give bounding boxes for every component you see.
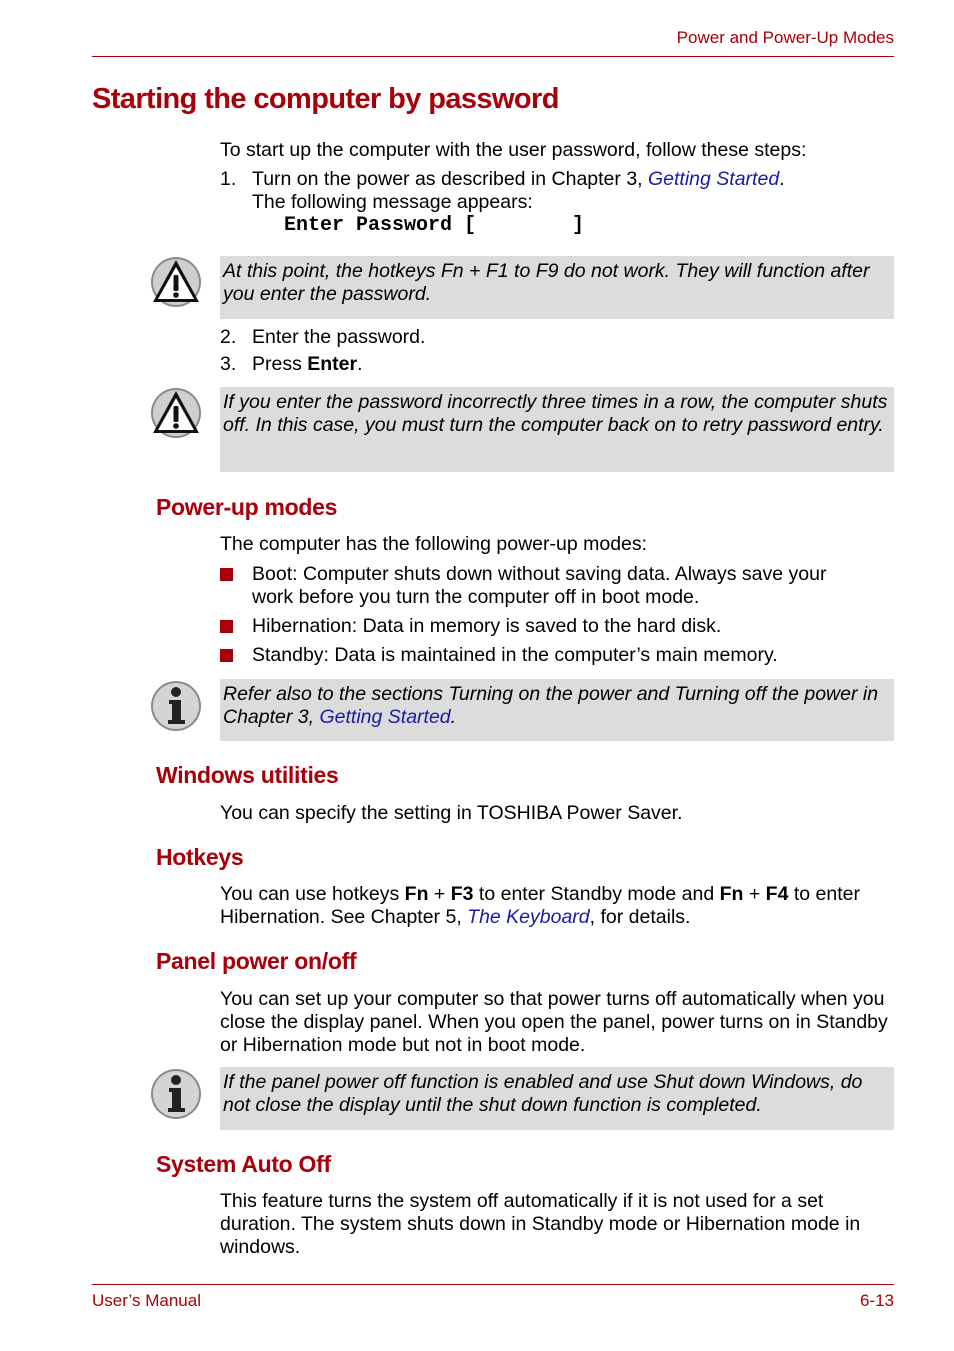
- panel-power-heading: Panel power on/off: [156, 948, 357, 974]
- text: +: [428, 883, 451, 905]
- step-2: [220, 326, 425, 349]
- hotkeys-heading: Hotkeys: [156, 844, 244, 870]
- info-icon: [150, 1068, 202, 1120]
- step-number: 3.: [220, 353, 237, 375]
- footer-rule: [92, 1284, 894, 1285]
- step-number: 2.: [220, 326, 237, 348]
- step-1: [220, 168, 894, 191]
- enter-key: Enter: [307, 353, 358, 375]
- windows-utilities-heading: Windows utilities: [156, 762, 339, 788]
- hotkeys-text: [220, 883, 894, 929]
- text: +: [743, 883, 766, 905]
- info-icon: [150, 680, 202, 732]
- getting-started-link[interactable]: Getting Started: [319, 706, 451, 728]
- step-3: [220, 353, 363, 376]
- step-1-line2: The following message appears:: [252, 191, 533, 213]
- note-text-end: .: [450, 706, 457, 728]
- system-auto-off-heading: System Auto Off: [156, 1151, 331, 1177]
- panel-power-text: You can set up your computer so that power turns off automatically when you close the display panel. When you open the panel, power turns on in Standby or Hibernation mode but not in boot mode.: [220, 988, 888, 1056]
- password-message: Enter Password [ ]: [284, 214, 585, 237]
- page-title: Starting the computer by password: [92, 83, 559, 115]
- footer-title: User’s Manual: [92, 1291, 201, 1310]
- power-up-intro: The computer has the following power-up modes:: [220, 533, 648, 555]
- note-text: Refer also to the sections Turning on the power and Turning off the power in Chapter 3,: [223, 683, 879, 728]
- getting-started-link[interactable]: Getting Started: [648, 168, 780, 190]
- text: , for details.: [589, 906, 691, 928]
- keyboard-link[interactable]: The Keyboard: [467, 906, 590, 928]
- windows-utilities-text: You can specify the setting in TOSHIBA Power Saver.: [220, 802, 683, 824]
- page-number: 6-13: [859, 1291, 894, 1310]
- fn-key: Fn: [719, 883, 744, 905]
- list-item: Boot: Computer shuts down without saving data. Always save your work before you turn the computer off in boot mode.: [252, 563, 827, 608]
- bullet-icon: [220, 649, 233, 662]
- info-note-1: [220, 679, 894, 741]
- list-item: Standby: Data is maintained in the computer’s main memory.: [252, 644, 778, 666]
- text: to enter Hibernation. See Chapter 5,: [220, 883, 860, 928]
- bullet-icon: [220, 568, 233, 581]
- f3-key: F3: [450, 883, 474, 905]
- power-up-heading: Power-up modes: [156, 494, 338, 520]
- info-note-2: If the panel power off function is enabled and use Shut down Windows, do not close the display until the shut down function is completed.: [220, 1067, 894, 1130]
- step-text: Turn on the power as described in Chapter 3,: [252, 168, 648, 190]
- step-text-end: .: [357, 353, 363, 375]
- caution-icon: [150, 256, 202, 308]
- fn-key: Fn: [404, 883, 429, 905]
- step-text: Press: [252, 353, 308, 375]
- step-number: 1.: [220, 168, 237, 190]
- running-header: Power and Power-Up Modes: [676, 28, 894, 47]
- step-text: Enter the password.: [252, 326, 426, 348]
- system-auto-off-text: This feature turns the system off automatically if it is not used for a set duration. The system shuts down in Standby mode or Hibernation mode in windows.: [220, 1190, 861, 1258]
- caution-note-1: At this point, the hotkeys Fn + F1 to F9 do not work. They will function after you enter the password.: [220, 256, 894, 319]
- list-item: Hibernation: Data in memory is saved to the hard disk.: [252, 615, 722, 637]
- caution-note-2: If you enter the password incorrectly three times in a row, the computer shuts off. In this case, you must turn the computer back on to retry password entry.: [220, 387, 894, 472]
- header-rule: [92, 56, 894, 57]
- caution-icon: [150, 387, 202, 439]
- bullet-icon: [220, 620, 233, 633]
- text: to enter Standby mode and: [473, 883, 720, 905]
- step-text-end: .: [779, 168, 785, 190]
- f4-key: F4: [765, 883, 789, 905]
- password-intro: To start up the computer with the user password, follow these steps:: [220, 139, 807, 161]
- text: You can use hotkeys: [220, 883, 405, 905]
